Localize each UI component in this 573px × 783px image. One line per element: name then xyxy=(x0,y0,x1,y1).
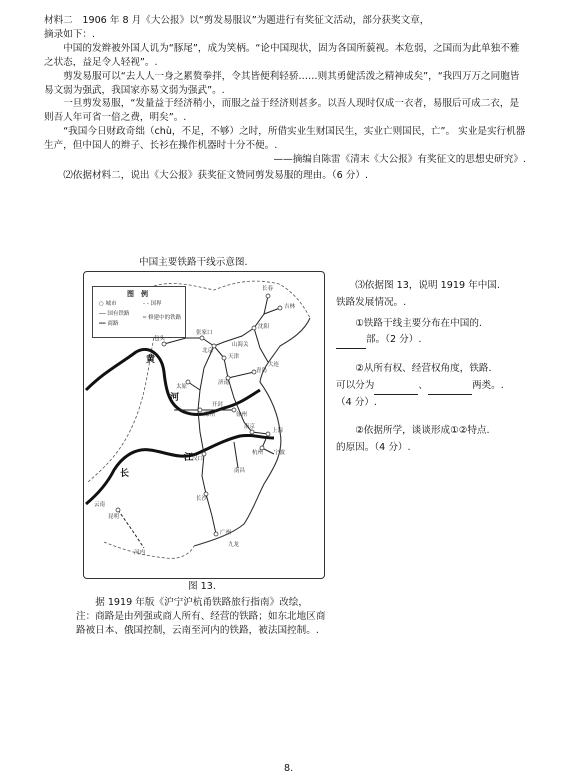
city-marker-zhengzhou xyxy=(198,408,202,412)
material-2-paragraph-4: “我国今日财政奇绌（chù，不足，不够）之时，所借实业生财国民生，实业亡则国民，亡”。 实业是实行机器生产，但中国人的辫子、长衫在操作机器时十分不便。. xyxy=(44,126,526,152)
railway-changchun-beijing xyxy=(214,296,268,346)
city-label-jilin: 吉林 xyxy=(284,304,296,310)
question-3-2-b-suffix: 两类。. xyxy=(471,379,504,391)
legend-national-railway: ── 国有铁路 xyxy=(99,311,130,317)
city-marker-shanghai xyxy=(266,432,270,436)
question-3-2-b xyxy=(336,378,532,395)
railway-nanjing-shanghai xyxy=(252,432,268,434)
railway-tianjin-pukou xyxy=(224,358,252,432)
city-label-shanghai: 上海 xyxy=(272,428,284,434)
legend-border: - - 国界 xyxy=(143,301,162,307)
legend-city: ○ 城市 xyxy=(99,301,117,307)
city-label-jiulong: 九龙 xyxy=(228,542,240,548)
map-note-text: 据 1919 年版《沪宁沪杭甬铁路旅行指南》改绘，注：商路是由列强或商人所有、经营的铁路；如东北地区商路被日本、俄国控制，云南至河内的铁路，被法国控制。. xyxy=(76,597,326,636)
city-label-kunming: 昆明 xyxy=(108,514,120,520)
material-2-paragraph-1: 中国的发辫被外国人讥为“豚尾”，成为笑柄。“论中国现状，固为各国所藐视。本危弱，之国而为此单独不雅之状态，益足令人轻视”。. xyxy=(44,42,520,68)
city-marker-jilin xyxy=(278,306,282,310)
question-3-2-c: （4 分）. xyxy=(336,396,377,408)
railway-jinan-qingdao xyxy=(228,372,254,378)
question-2: ⑵依据材料二，说出《大公报》获奖征文赞同剪发易服的理由。（6 分）. xyxy=(63,169,368,181)
river-label-he: 河 xyxy=(170,393,180,403)
city-label-xuzhou: 徐州 xyxy=(236,412,248,418)
question-3-2-b-sep: 、 xyxy=(418,379,428,391)
question-3-1-a: ①铁路干线主要分布在中国的. xyxy=(355,317,482,329)
city-label-nanjing: 南京 xyxy=(244,424,256,430)
city-marker-guangzhou xyxy=(214,532,218,536)
city-label-nanchang: 南昌 xyxy=(234,468,246,474)
city-label-shanhaiguan: 山海关 xyxy=(232,342,249,348)
question-3-2-a: ②从所有权、经营权角度，铁路. xyxy=(355,363,492,375)
city-label-qingdao: 青岛 xyxy=(256,368,268,374)
material-2-paragraph-3: 一旦剪发易服，“发量益于经济稍小，而服之益于经济则甚多。以吾人现时仅成一衣者，易服后可成二衣，是则吾人年可省一倍之费，明矣”。. xyxy=(44,98,520,124)
city-label-kaifeng: 开封 xyxy=(212,402,224,408)
city-label-hanoi: 河内 xyxy=(134,550,146,556)
city-label-dalian: 大连 xyxy=(268,362,280,368)
city-label-hankou: 汉口 xyxy=(192,456,204,462)
question-3-1-b-text: 部。（2 分）. xyxy=(366,334,422,346)
city-label-zhengzhou: 郑州 xyxy=(204,412,216,418)
river-label-chang: 长 xyxy=(120,469,130,479)
city-label-taiyuan: 太原 xyxy=(176,384,188,390)
material-2-text xyxy=(44,14,526,183)
city-label-zhangjiakou: 张家口 xyxy=(196,330,213,336)
material-2-paragraph-2: 剪发易服可以“去人人一身之累赘拳拌，令其皆便利轻骄……则其勇健活泼之精神成矣”，“我四万万之同胞皆易文弱为强武，我国家亦易文弱为强武”。. xyxy=(44,70,520,96)
question-3-2-b-prefix: 可以分为 xyxy=(336,379,375,391)
question-3-intro: ⑶依据图 13，说明 1919 年中国. xyxy=(355,280,500,291)
city-label-changchun: 长春 xyxy=(262,286,274,292)
question-3-1-b xyxy=(336,332,532,349)
railway-nanchang xyxy=(234,442,238,468)
legend-national-label: 国有铁路 xyxy=(107,311,130,317)
city-label-yunnan: 云南 xyxy=(94,502,106,508)
southern-border-line xyxy=(104,542,194,558)
city-label-ningbo: 宁波 xyxy=(274,450,286,456)
figure-label: 图 13. xyxy=(188,581,216,592)
railway-map xyxy=(83,271,325,579)
yangtze-river xyxy=(86,435,274,504)
map-note xyxy=(76,596,326,638)
railway-changchun-jilin xyxy=(264,308,280,314)
legend-commercial-label: 商路 xyxy=(107,321,119,327)
river-label-huang: 黄 xyxy=(146,355,156,365)
city-label-guangzhou: 广州 xyxy=(220,530,232,536)
railway-baotou-zhangjiakou xyxy=(164,338,202,344)
city-marker-shenyang xyxy=(252,326,256,330)
legend-commercial-railway: ━━ 商路 xyxy=(99,321,119,327)
city-marker-tianjin xyxy=(222,356,226,360)
city-label-jinan: 济南 xyxy=(218,380,230,386)
city-label-hangzhou: 杭州 xyxy=(252,450,264,456)
railway-shenyang-dalian xyxy=(254,328,268,362)
city-label-changsha: 长沙 xyxy=(196,496,208,502)
question-3-3-b: 的原因。（4 分）. xyxy=(336,442,411,454)
legend-border-label: 国界 xyxy=(150,301,162,307)
material-2-source: ——摘编自陈雷《清末《大公报》有奖征文的思想史研究》. xyxy=(273,154,526,166)
map-title: 中国主要铁路干线示意图. xyxy=(139,257,248,268)
river-label-jiang: 江 xyxy=(184,453,194,463)
city-label-beijing: 北京 xyxy=(202,348,214,354)
answer-blank-type-2[interactable] xyxy=(428,384,472,395)
city-label-tianjin: 天津 xyxy=(228,354,240,360)
material-2-intro: 摘录如下：. xyxy=(44,28,96,40)
legend-title: 图 例 xyxy=(127,290,148,298)
legend-city-label: 城市 xyxy=(105,301,117,307)
answer-blank-region[interactable] xyxy=(336,338,366,349)
map-legend xyxy=(92,286,186,338)
legend-building-label: 修建中的铁路 xyxy=(148,315,182,321)
question-3-3-a: ②依据所学，谈谈形成①②特点. xyxy=(355,425,490,437)
city-marker-changchun xyxy=(266,294,270,298)
question-3-intro-2: 铁路发展情况。. xyxy=(336,296,407,308)
page-number: 8. xyxy=(284,763,294,774)
material-2-heading: 材料二 1906 年 8 月《大公报》以“剪发易服议”为题进行有奖征文活动，部分获奖文章， xyxy=(44,15,430,26)
city-label-baotou: 包头 xyxy=(154,336,166,342)
railway-yunnan-hanoi xyxy=(118,510,144,548)
answer-blank-type-1[interactable] xyxy=(374,384,418,395)
city-marker-kunming xyxy=(116,508,120,512)
railway-beijing-hankou-guangzhou xyxy=(198,346,216,534)
city-label-shenyang: 沈阳 xyxy=(258,324,270,330)
question-3-text xyxy=(336,278,532,457)
legend-building-railway: ┅ 修建中的铁路 xyxy=(143,315,182,321)
